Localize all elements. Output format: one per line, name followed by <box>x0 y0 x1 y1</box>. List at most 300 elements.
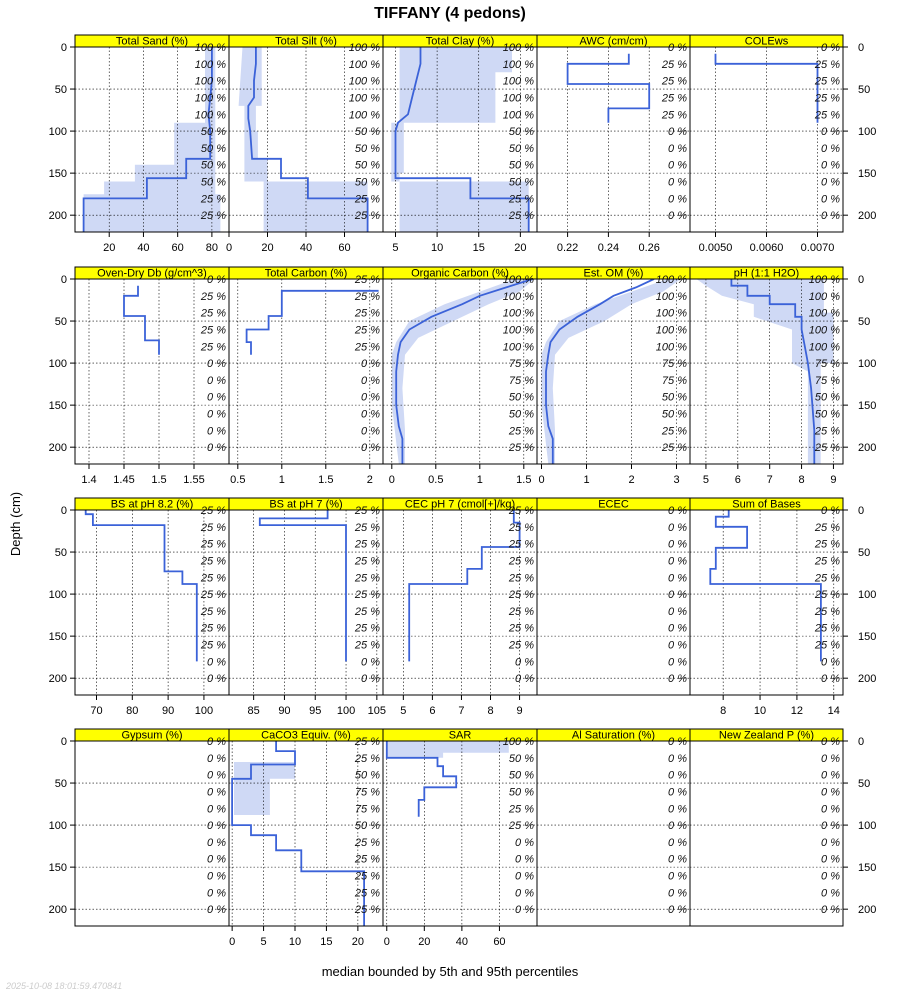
median-line <box>409 510 519 661</box>
percent-label: 0 % <box>207 786 226 799</box>
percent-label: 0 % <box>207 425 226 438</box>
x-tick-label: 0 <box>388 474 395 486</box>
x-tick-label: 105 <box>367 705 387 717</box>
panel-title: pH (1:1 H2O) <box>733 267 800 280</box>
percent-label: 25 % <box>354 555 380 568</box>
percent-label: 0 % <box>668 605 687 618</box>
percent-label: 0 % <box>361 656 380 669</box>
percent-label: 0 % <box>821 803 840 816</box>
panel-title: Sum of Bases <box>732 498 801 511</box>
y-tick-label: 100 <box>858 358 877 371</box>
y-tick-label: 50 <box>54 84 67 97</box>
percent-label: 25 % <box>200 307 226 320</box>
y-tick-label: 0 <box>60 42 67 54</box>
y-tick-label: 200 <box>48 673 67 686</box>
x-tick-label: 20 <box>351 936 364 948</box>
percent-label: 100 % <box>655 274 687 286</box>
y-tick-label: 50 <box>858 316 871 329</box>
y-tick-label: 200 <box>48 442 67 455</box>
y-tick-label: 50 <box>54 778 67 791</box>
percent-label: 100 % <box>348 58 380 71</box>
percent-label: 0 % <box>207 736 226 748</box>
percent-label: 0 % <box>668 639 687 652</box>
percent-label: 50 % <box>354 142 380 155</box>
percent-label: 0 % <box>207 656 226 669</box>
x-tick-label: 5 <box>260 936 267 948</box>
percent-label: 0 % <box>668 210 687 223</box>
percent-label: 0 % <box>821 210 840 223</box>
percent-label: 0 % <box>821 656 840 669</box>
panel <box>229 498 386 717</box>
panel <box>383 267 537 486</box>
y-tick-label: 50 <box>54 547 67 560</box>
percent-label: 0 % <box>668 786 687 799</box>
y-tick-label: 150 <box>48 168 67 181</box>
percent-label: 0 % <box>821 736 840 748</box>
x-tick-label: 1 <box>476 474 483 486</box>
percent-label: 25 % <box>661 442 687 455</box>
percent-label: 0 % <box>821 870 840 883</box>
percent-label: 100 % <box>502 109 534 122</box>
median-line <box>710 510 821 661</box>
percent-label: 25 % <box>354 210 380 223</box>
percent-label: 0 % <box>668 126 687 139</box>
x-tick-label: 20 <box>418 936 431 948</box>
x-tick-label: 0.5 <box>230 474 246 486</box>
y-tick-label: 150 <box>858 168 877 181</box>
percent-label: 25 % <box>814 425 840 438</box>
panel <box>75 35 229 254</box>
percent-label: 100 % <box>808 274 840 286</box>
percent-label: 0 % <box>361 391 380 404</box>
y-tick-label: 200 <box>858 673 877 686</box>
percent-label: 25 % <box>354 870 380 883</box>
x-tick-label: 0 <box>538 474 545 486</box>
percent-label: 0 % <box>207 442 226 455</box>
y-tick-label: 100 <box>858 820 877 833</box>
percent-label: 25 % <box>508 425 534 438</box>
y-tick-label: 200 <box>48 904 67 917</box>
percent-label: 0 % <box>668 538 687 551</box>
percent-label: 0 % <box>668 656 687 669</box>
percent-label: 25 % <box>200 572 226 585</box>
percent-label: 0 % <box>207 408 226 421</box>
panel-title: BS at pH 8.2 (%) <box>110 498 194 511</box>
percent-label: 25 % <box>354 307 380 320</box>
percent-label: 0 % <box>207 673 226 686</box>
percent-label: 25 % <box>814 109 840 122</box>
x-tick-label: 40 <box>299 242 313 254</box>
y-tick-label: 100 <box>48 589 67 602</box>
percent-label: 100 % <box>348 109 380 122</box>
y-tick-label: 200 <box>858 210 877 223</box>
percent-label: 50 % <box>508 142 534 155</box>
percent-label: 0 % <box>821 769 840 782</box>
panel-title: Organic Carbon (%) <box>411 267 509 280</box>
percent-label: 25 % <box>354 639 380 652</box>
panel-title: Total Carbon (%) <box>264 267 348 280</box>
percent-label: 50 % <box>814 391 840 404</box>
percent-label: 75 % <box>661 374 687 387</box>
percent-label: 50 % <box>661 391 687 404</box>
percent-label: 0 % <box>668 752 687 765</box>
percent-label: 0 % <box>207 769 226 782</box>
panel-title: Oven-Dry Db (g/cm^3) <box>97 267 207 280</box>
percent-label: 25 % <box>508 521 534 534</box>
y-tick-label: 0 <box>60 736 67 748</box>
percent-label: 0 % <box>207 274 226 286</box>
percent-label: 50 % <box>354 769 380 782</box>
x-tick-label: 0 <box>383 936 390 948</box>
x-tick-label: 2 <box>628 474 635 486</box>
percent-label: 75 % <box>661 358 687 371</box>
percent-label: 100 % <box>194 58 226 71</box>
percentile-band <box>387 741 509 758</box>
x-tick-label: 1.45 <box>113 474 135 486</box>
percent-label: 25 % <box>200 589 226 602</box>
y-tick-label: 200 <box>858 442 877 455</box>
percent-label: 0 % <box>668 142 687 155</box>
percent-label: 25 % <box>354 538 380 551</box>
panel <box>229 267 383 486</box>
percent-label: 75 % <box>508 358 534 371</box>
x-tick-label: 0.0050 <box>698 242 733 254</box>
y-tick-label: 150 <box>48 862 67 875</box>
percent-label: 0 % <box>821 786 840 799</box>
panel-title: Est. OM (%) <box>583 267 644 280</box>
median-line <box>124 286 159 355</box>
panel <box>690 498 843 717</box>
x-tick-label: 70 <box>90 705 103 717</box>
x-tick-label: 60 <box>493 936 506 948</box>
x-tick-label: 95 <box>309 705 322 717</box>
percent-label: 100 % <box>655 290 687 303</box>
percent-label: 0 % <box>821 904 840 917</box>
percent-label: 0 % <box>668 853 687 866</box>
x-tick-label: 1.5 <box>318 474 334 486</box>
percent-label: 25 % <box>354 290 380 303</box>
x-tick-label: 80 <box>205 242 219 254</box>
x-tick-label: 0.0070 <box>800 242 835 254</box>
percent-label: 25 % <box>814 538 840 551</box>
percent-label: 0 % <box>668 572 687 585</box>
percent-label: 25 % <box>354 324 380 337</box>
percent-label: 50 % <box>200 126 226 139</box>
percent-label: 25 % <box>508 605 534 618</box>
percent-label: 50 % <box>354 159 380 172</box>
percent-label: 0 % <box>361 408 380 421</box>
percent-label: 0 % <box>207 887 226 900</box>
percent-label: 100 % <box>194 42 226 54</box>
percent-label: 25 % <box>354 505 380 517</box>
percent-label: 100 % <box>808 290 840 303</box>
y-tick-label: 0 <box>858 274 865 286</box>
percent-label: 100 % <box>502 42 534 54</box>
y-tick-label: 0 <box>60 505 67 517</box>
y-tick-label: 50 <box>858 84 871 97</box>
x-tick-label: 10 <box>430 242 444 254</box>
panel <box>75 498 229 717</box>
percent-label: 0 % <box>515 656 534 669</box>
panel <box>226 35 383 254</box>
percent-label: 100 % <box>655 324 687 337</box>
percent-label: 75 % <box>814 358 840 371</box>
y-tick-label: 0 <box>858 736 865 748</box>
panel <box>383 729 537 948</box>
percent-label: 0 % <box>668 769 687 782</box>
percent-label: 25 % <box>814 555 840 568</box>
percent-label: 0 % <box>668 820 687 833</box>
percent-label: 0 % <box>821 126 840 139</box>
panel-title: Total Silt (%) <box>275 35 337 48</box>
percent-label: 25 % <box>814 589 840 602</box>
y-tick-label: 50 <box>858 547 871 560</box>
y-tick-label: 200 <box>858 904 877 917</box>
percent-label: 0 % <box>361 442 380 455</box>
x-tick-label: 0 <box>229 936 236 948</box>
percent-label: 0 % <box>207 820 226 833</box>
x-tick-label: 10 <box>288 936 302 948</box>
x-tick-label: 20 <box>103 242 116 254</box>
y-tick-label: 150 <box>858 400 877 413</box>
percent-label: 100 % <box>502 324 534 337</box>
median-line <box>86 510 197 661</box>
percent-label: 0 % <box>515 887 534 900</box>
percent-label: 0 % <box>668 176 687 189</box>
panel <box>383 498 537 717</box>
x-tick-label: 7 <box>458 705 465 717</box>
percent-label: 0 % <box>821 142 840 155</box>
percent-label: 0 % <box>361 358 380 371</box>
x-tick-label: 5 <box>702 474 709 486</box>
percent-label: 50 % <box>814 408 840 421</box>
percent-label: 50 % <box>354 126 380 139</box>
percent-label: 25 % <box>661 75 687 88</box>
panel <box>75 729 229 926</box>
percent-label: 25 % <box>200 324 226 337</box>
panel <box>75 267 229 486</box>
percent-label: 25 % <box>200 555 226 568</box>
x-axis-label: median bounded by 5th and 95th percentiles <box>321 964 579 979</box>
percent-label: 100 % <box>348 92 380 105</box>
percent-label: 25 % <box>354 274 380 286</box>
x-tick-label: 2 <box>366 474 373 486</box>
percent-label: 25 % <box>508 572 534 585</box>
panel-title: Al Saturation (%) <box>571 729 656 742</box>
y-tick-label: 0 <box>858 42 865 54</box>
x-tick-label: 40 <box>455 936 469 948</box>
percent-label: 25 % <box>200 341 226 354</box>
x-tick-label: 0.5 <box>428 474 444 486</box>
x-tick-label: 7 <box>766 474 773 486</box>
percent-label: 100 % <box>502 290 534 303</box>
percent-label: 100 % <box>808 324 840 337</box>
percent-label: 75 % <box>354 803 380 816</box>
panel <box>537 267 690 486</box>
percent-label: 25 % <box>354 521 380 534</box>
median-line <box>568 54 650 123</box>
x-tick-label: 0.22 <box>556 242 579 254</box>
median-line <box>716 54 818 123</box>
percent-label: 25 % <box>200 505 226 517</box>
percent-label: 25 % <box>508 820 534 833</box>
x-tick-label: 100 <box>336 705 356 717</box>
percent-label: 100 % <box>348 75 380 88</box>
y-tick-label: 100 <box>858 589 877 602</box>
y-tick-label: 50 <box>858 778 871 791</box>
percent-label: 25 % <box>200 210 226 223</box>
panel <box>690 267 843 486</box>
percent-label: 25 % <box>814 639 840 652</box>
percent-label: 0 % <box>668 622 687 635</box>
y-tick-label: 0 <box>60 274 67 286</box>
percent-label: 0 % <box>668 736 687 748</box>
percent-label: 25 % <box>200 622 226 635</box>
x-tick-label: 5 <box>400 705 407 717</box>
y-axis-label: Depth (cm) <box>8 491 23 557</box>
percent-label: 100 % <box>502 58 534 71</box>
x-tick-label: 8 <box>487 705 494 717</box>
percent-label: 0 % <box>515 904 534 917</box>
panel-frame <box>75 741 229 926</box>
panel-title: ECEC <box>598 498 629 511</box>
percent-label: 25 % <box>508 505 534 517</box>
percent-label: 100 % <box>194 75 226 88</box>
x-tick-label: 5 <box>392 242 399 254</box>
percent-label: 75 % <box>814 374 840 387</box>
percent-label: 50 % <box>200 142 226 155</box>
percent-label: 0 % <box>821 42 840 54</box>
panel <box>537 498 690 695</box>
percent-label: 0 % <box>821 752 840 765</box>
percent-label: 25 % <box>814 622 840 635</box>
percent-label: 0 % <box>668 836 687 849</box>
percent-label: 25 % <box>814 58 840 71</box>
y-tick-label: 150 <box>858 862 877 875</box>
percent-label: 75 % <box>354 786 380 799</box>
percent-label: 25 % <box>814 92 840 105</box>
chart-title: TIFFANY (4 pedons) <box>374 5 526 22</box>
percentile-band <box>234 762 295 815</box>
percent-label: 0 % <box>821 887 840 900</box>
percent-label: 100 % <box>655 307 687 320</box>
percent-label: 0 % <box>515 673 534 686</box>
y-tick-label: 150 <box>858 631 877 644</box>
x-tick-label: 80 <box>126 705 139 717</box>
panel <box>537 35 690 254</box>
percent-label: 0 % <box>515 870 534 883</box>
x-tick-label: 0 <box>225 242 233 254</box>
timestamp: 2025-10-08 18:01:59.470841 <box>6 981 123 991</box>
panel-title: CEC pH 7 (cmol[+]/kg) <box>404 498 516 511</box>
percent-label: 0 % <box>821 820 840 833</box>
percent-label: 0 % <box>361 673 380 686</box>
x-tick-label: 12 <box>790 705 804 717</box>
panel <box>537 729 690 926</box>
x-tick-label: 15 <box>320 936 333 948</box>
x-tick-label: 3 <box>673 474 680 486</box>
x-tick-label: 9 <box>830 474 837 486</box>
x-tick-label: 0.26 <box>638 242 660 254</box>
x-tick-label: 1.5 <box>151 474 167 486</box>
percent-label: 25 % <box>354 605 380 618</box>
x-tick-label: 9 <box>516 705 523 717</box>
percent-label: 25 % <box>508 538 534 551</box>
percent-label: 25 % <box>814 442 840 455</box>
x-tick-label: 8 <box>720 705 727 717</box>
percent-label: 25 % <box>661 425 687 438</box>
percent-label: 0 % <box>668 870 687 883</box>
panel-title: CaCO3 Equiv. (%) <box>261 729 351 742</box>
x-tick-label: 90 <box>278 705 291 717</box>
x-tick-label: 90 <box>161 705 175 717</box>
x-tick-label: 20 <box>514 242 527 254</box>
x-tick-label: 0.0060 <box>749 242 784 254</box>
percent-label: 100 % <box>808 341 840 354</box>
percent-label: 0 % <box>207 904 226 917</box>
panel-title: Total Clay (%) <box>425 35 495 48</box>
percent-label: 0 % <box>207 358 226 371</box>
percent-label: 25 % <box>508 555 534 568</box>
x-tick-label: 6 <box>429 705 436 717</box>
x-tick-label: 0.24 <box>597 242 620 254</box>
percent-label: 100 % <box>502 341 534 354</box>
panel-title: BS at pH 7 (%) <box>269 498 343 511</box>
percent-label: 25 % <box>354 193 380 206</box>
percent-label: 50 % <box>508 159 534 172</box>
y-tick-label: 0 <box>858 505 865 517</box>
percent-label: 50 % <box>508 408 534 421</box>
percent-label: 50 % <box>508 752 534 765</box>
x-tick-label: 1.5 <box>516 474 532 486</box>
percent-label: 0 % <box>207 870 226 883</box>
percent-label: 25 % <box>814 75 840 88</box>
percent-label: 50 % <box>200 159 226 172</box>
x-tick-label: 1 <box>278 474 285 486</box>
panel-title: New Zealand P (%) <box>718 729 815 742</box>
percent-label: 0 % <box>361 425 380 438</box>
y-tick-label: 100 <box>48 126 67 139</box>
percent-label: 0 % <box>207 374 226 387</box>
percent-label: 25 % <box>354 836 380 849</box>
percent-label: 0 % <box>668 505 687 517</box>
y-tick-label: 100 <box>48 358 67 371</box>
percent-label: 100 % <box>194 109 226 122</box>
percent-label: 0 % <box>207 803 226 816</box>
percent-label: 50 % <box>354 176 380 189</box>
percent-label: 25 % <box>354 736 380 748</box>
x-tick-label: 100 <box>194 705 214 717</box>
percent-label: 25 % <box>200 605 226 618</box>
percent-label: 0 % <box>821 505 840 517</box>
percent-label: 0 % <box>668 193 687 206</box>
percent-label: 25 % <box>354 622 380 635</box>
percent-label: 25 % <box>661 92 687 105</box>
x-tick-label: 1.4 <box>81 474 97 486</box>
percent-label: 50 % <box>508 391 534 404</box>
y-tick-label: 50 <box>54 316 67 329</box>
percent-label: 25 % <box>354 904 380 917</box>
percent-label: 25 % <box>661 109 687 122</box>
x-tick-label: 60 <box>171 242 184 254</box>
x-tick-label: 85 <box>247 705 260 717</box>
percent-label: 25 % <box>508 442 534 455</box>
percent-label: 0 % <box>821 159 840 172</box>
percent-label: 0 % <box>361 374 380 387</box>
percent-label: 100 % <box>502 75 534 88</box>
percent-label: 0 % <box>821 193 840 206</box>
percent-label: 50 % <box>508 176 534 189</box>
